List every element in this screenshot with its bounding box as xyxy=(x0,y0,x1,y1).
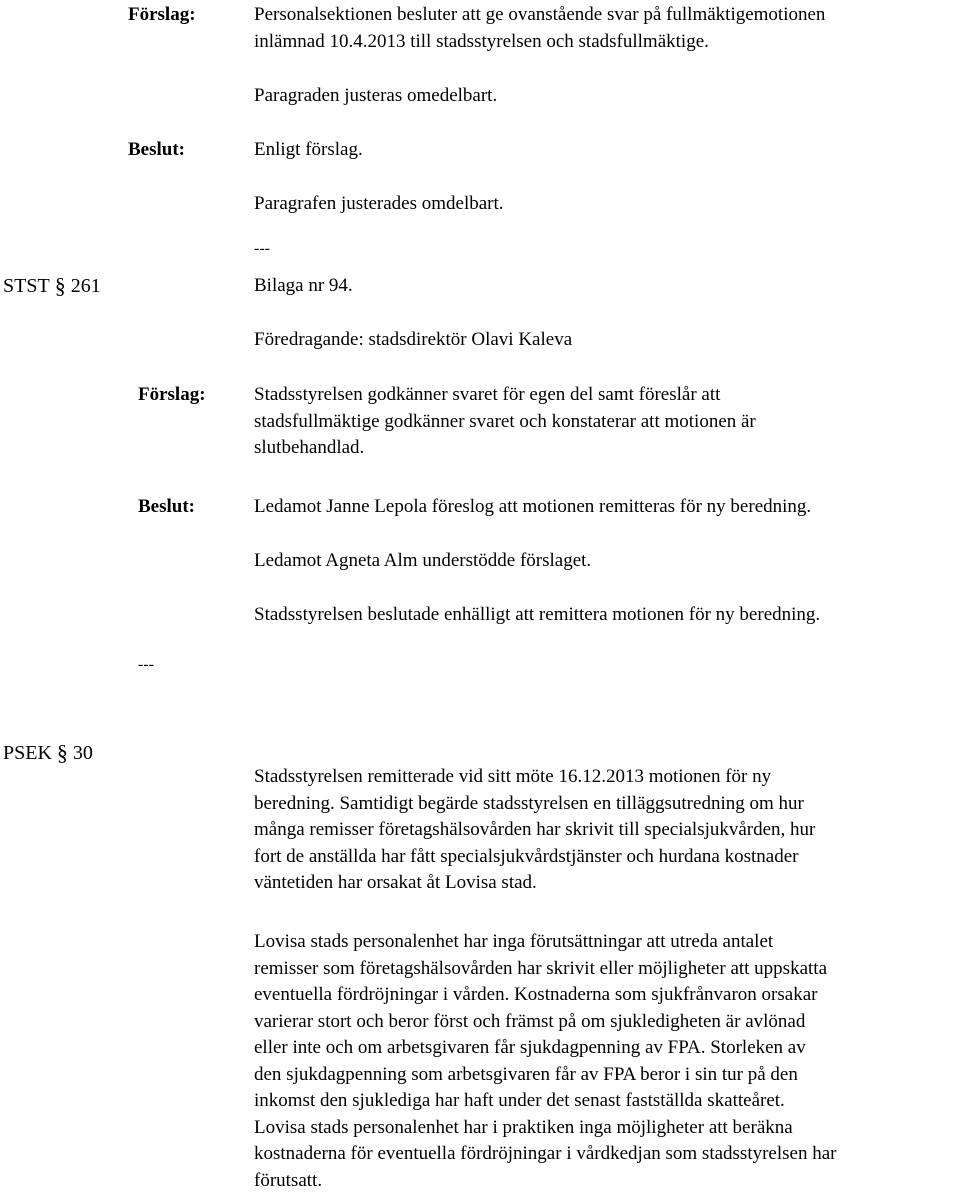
forslag-text xyxy=(254,2,825,55)
justerades-text: Paragrafen justerades omdelbart. xyxy=(254,193,504,214)
text-line: Lovisa stads personalenhet har inga förutsättningar att utreda antalet xyxy=(254,931,774,952)
stst-forslag-text xyxy=(254,382,756,462)
psek-section-ref xyxy=(3,739,93,766)
beslut-paragraph: Stadsstyrelsen beslutade enhälligt att remittera motionen för ny beredning. xyxy=(254,604,821,625)
text-line: stadsfullmäktige godkänner svaret och konstaterar att motionen är xyxy=(254,410,756,432)
text-line: många remisser företagshälsovården har skrivit till specialsjukvården, hur xyxy=(254,819,816,840)
text-line: beredning. Samtidigt begärde stadsstyrelsen en tilläggsutredning om hur xyxy=(254,792,804,814)
psek-number: 30 xyxy=(72,742,93,764)
stst-prefix: STST xyxy=(3,275,50,297)
foredragande-text: Föredragande: stadsdirektör Olavi Kaleva xyxy=(254,329,573,350)
psek-prefix: PSEK xyxy=(3,742,52,764)
beslut-label: Beslut: xyxy=(128,139,185,160)
text-line: Personalsektionen besluter att ge ovanstående svar på fullmäktigemotionen xyxy=(254,4,826,25)
stst-section-ref xyxy=(3,272,101,299)
bilaga-text: Bilaga nr 94. xyxy=(254,275,353,296)
text-line: eller inte och om arbetsgivaren får sjukdagpenning av FPA. Storleken av xyxy=(254,1037,806,1058)
text-line: Stadsstyrelsen godkänner svaret för egen del samt föreslår att xyxy=(254,384,721,405)
text-line: Lovisa stads personalenhet har i praktiken inga möjligheter att beräkna xyxy=(254,1116,793,1138)
text-line: väntetiden har orsakat åt Lovisa stad. xyxy=(254,872,537,893)
separator: --- xyxy=(254,240,270,257)
psek-paragraph-1 xyxy=(254,764,815,897)
justeras-text: Paragraden justeras omedelbart. xyxy=(254,85,498,106)
beslut-paragraph: Ledamot Agneta Alm understödde förslaget. xyxy=(254,550,592,571)
text-line: remisser som företagshälsovården har skrivit eller möjligheter att uppskatta xyxy=(254,957,827,979)
forslag-label: Förslag: xyxy=(128,4,196,25)
stst-beslut-label: Beslut: xyxy=(138,496,195,517)
text-line: inlämnad 10.4.2013 till stadsstyrelsen och stadsfullmäktige. xyxy=(254,30,709,52)
beslut-paragraph: Ledamot Janne Lepola föreslog att motionen remitteras för ny beredning. xyxy=(254,496,812,517)
text-line: slutbehandlad. xyxy=(254,437,365,458)
text-line: varierar stort och beror först och främst på om sjukledigheten är avlönad xyxy=(254,1010,806,1032)
section-symbol: § xyxy=(54,273,66,298)
text-line: den sjukdagpenning som arbetsgivaren får av FPA beror i sin tur på den xyxy=(254,1063,798,1085)
text-line: kostnaderna för eventuella fördröjningar i vårdkedjan som stadsstyrelsen har xyxy=(254,1143,837,1164)
section-symbol: § xyxy=(56,740,68,765)
psek-paragraph-2 xyxy=(254,929,836,1194)
beslut-text: Enligt förslag. xyxy=(254,139,363,160)
separator: --- xyxy=(138,656,154,673)
stst-forslag-label: Förslag: xyxy=(138,384,206,405)
text-line: Stadsstyrelsen remitterade vid sitt möte 16.12.2013 motionen för ny xyxy=(254,766,772,787)
text-line: förutsatt. xyxy=(254,1169,323,1191)
text-line: inkomst den sjuklediga har haft under det senast fastställda skatteåret. xyxy=(254,1090,785,1111)
text-line: fort de anställda har fått specialsjukvårdstjänster och hurdana kostnader xyxy=(254,845,799,867)
stst-number: 261 xyxy=(70,275,101,297)
text-line: eventuella fördröjningar i vården. Kostnaderna som sjukfrånvaron orsakar xyxy=(254,984,818,1005)
